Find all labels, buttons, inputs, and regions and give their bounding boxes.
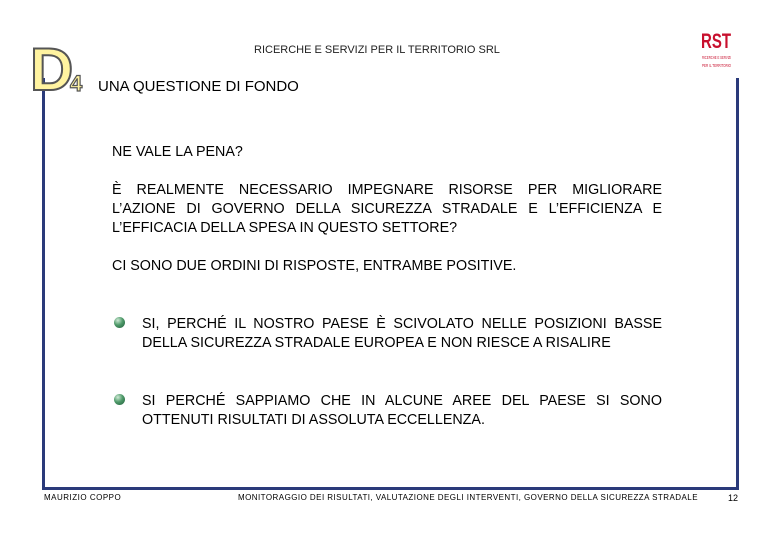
bullet-item-1: SI, PERCHÉ IL NOSTRO PAESE È SCIVOLATO NELLE POSIZIONI BASSE DELLA SICUREZZA STRADALE EUROPEA E NON RIESCE A RISALIRE	[142, 316, 662, 351]
rst-logo	[700, 26, 734, 78]
answer-statement: CI SONO DUE ORDINI DI RISPOSTE, ENTRAMBE POSITIVE.	[112, 258, 517, 274]
d4-logo-letter: D	[30, 36, 74, 103]
question-1: NE VALE LA PENA?	[112, 144, 243, 160]
company-name: RICERCHE E SERVIZI PER IL TERRITORIO SRL	[254, 44, 500, 56]
rst-logo-text: RST	[701, 30, 732, 53]
frame-right-border	[736, 78, 739, 490]
rst-logo-small-2: PER IL TERRITORIO	[702, 63, 732, 68]
footer-subtitle: MONITORAGGIO DEI RISULTATI, VALUTAZIONE DEGLI INTERVENTI, GOVERNO DELLA SICUREZZA STRADALE	[238, 493, 698, 502]
frame-left-border	[42, 78, 45, 490]
d4-logo-number: 4	[70, 71, 83, 96]
bullet-icon	[114, 317, 125, 328]
d4-logo	[28, 36, 98, 103]
bullet-icon	[114, 394, 125, 405]
section-title: UNA QUESTIONE DI FONDO	[98, 78, 299, 95]
rst-logo-small-1: RICERCHE E SERVIZI	[702, 55, 731, 60]
question-2: È REALMENTE NECESSARIO IMPEGNARE RISORSE PER MIGLIORARE L’AZIONE DI GOVERNO DELLA SICUREZZA STRADALE E L’EFFICIENZA E L’EFFICACIA DELLA SPESA IN QUESTO SETTORE?	[112, 182, 662, 236]
footer-author: MAURIZIO COPPO	[44, 493, 122, 502]
frame-bottom-border	[42, 487, 739, 490]
bullet-item-2: SI PERCHÉ SAPPIAMO CHE IN ALCUNE AREE DEL PAESE SI SONO OTTENUTI RISULTATI DI ASSOLUTA ECCELLENZA.	[142, 393, 662, 428]
page-number: 12	[728, 493, 739, 503]
